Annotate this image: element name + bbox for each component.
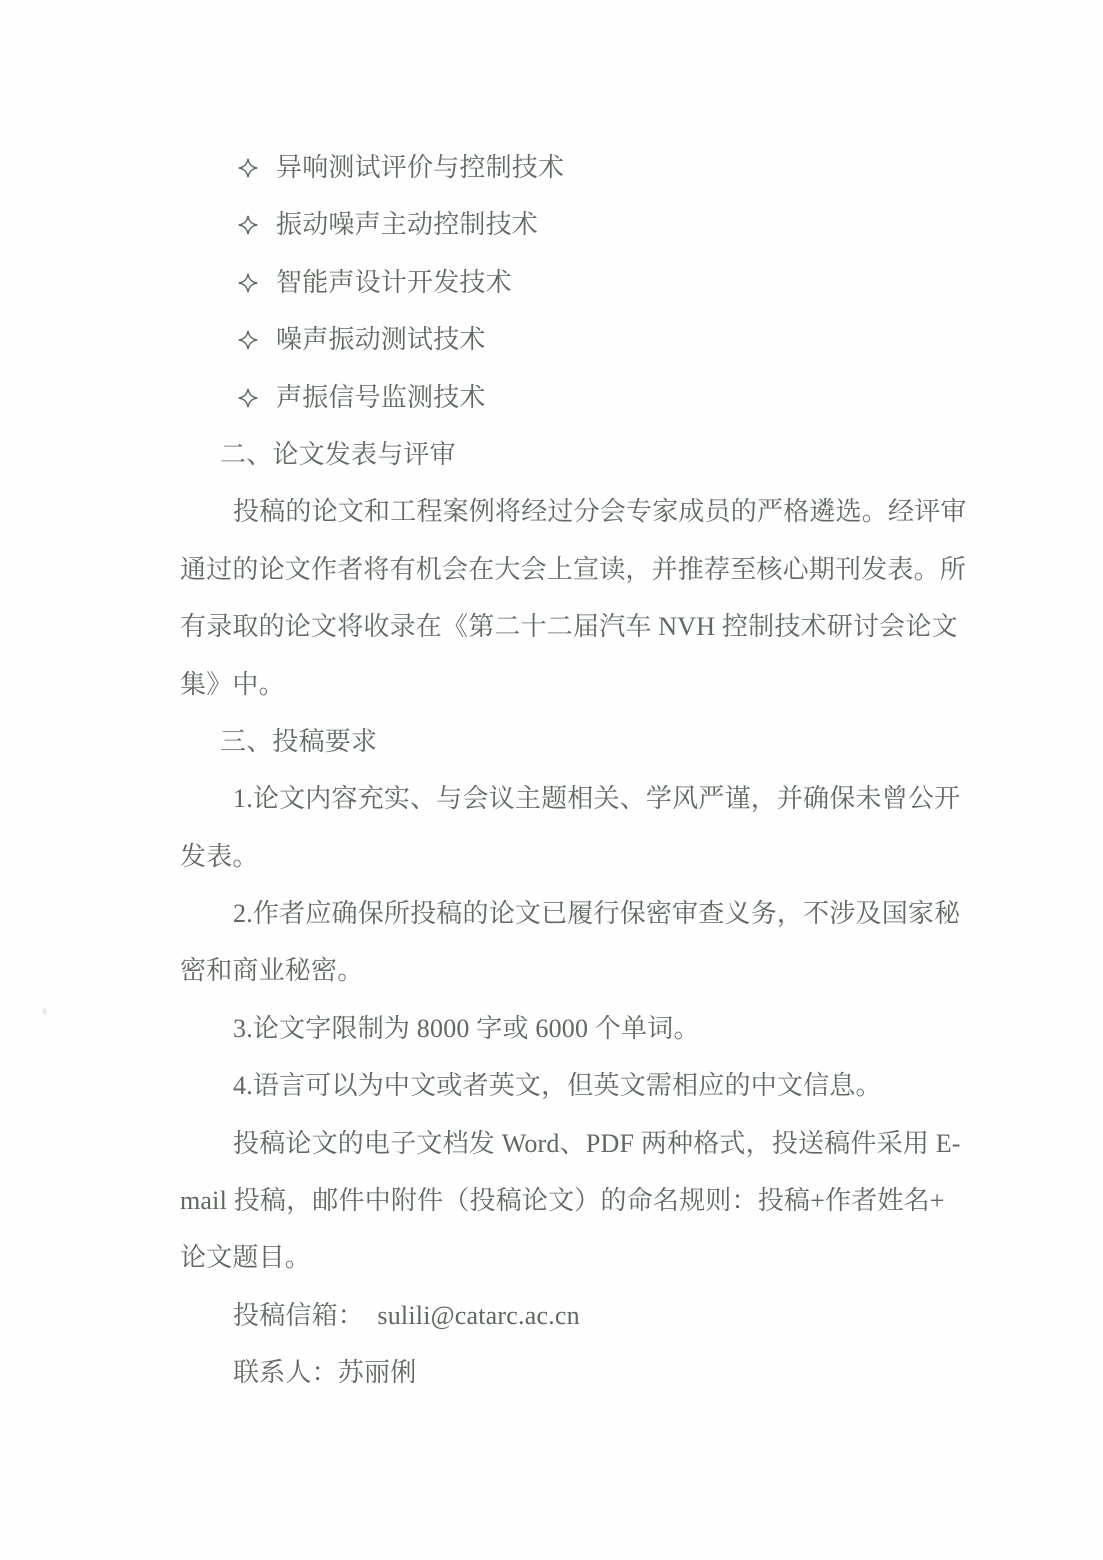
submission-email-line <box>180 1287 957 1344</box>
requirement-item-4 <box>180 1057 957 1114</box>
line-text: 投稿论文的电子文档发 Word、PDF 两种格式，投送稿件采用 E- <box>233 1128 961 1158</box>
requirement-item-1-continued <box>180 828 957 885</box>
line-text: 2.作者应确保所投稿的论文已履行保密审查义务，不涉及国家秘 <box>233 899 961 929</box>
line-text: 论文题目。 <box>180 1243 312 1273</box>
requirement-item-2-continued <box>180 942 957 999</box>
four-pointed-star-icon <box>237 272 259 294</box>
requirement-item-1 <box>180 770 961 827</box>
line-text: 1.论文内容充实、与会议主题相关、学风严谨，并确保未曾公开 <box>233 784 961 814</box>
four-pointed-star-icon <box>237 387 259 409</box>
paragraph-line <box>180 598 957 655</box>
line-text: 通过的论文作者将有机会在大会上宣读，并推荐至核心期刊发表。所 <box>180 554 967 584</box>
topic-item <box>180 196 957 253</box>
requirement-item-3 <box>180 1000 957 1057</box>
line-text: 4.语言可以为中文或者英文，但英文需相应的中文信息。 <box>233 1071 882 1101</box>
line-text: 二、论文发表与评审 <box>220 439 456 469</box>
section-heading-2 <box>180 426 957 483</box>
topic-item <box>180 311 957 368</box>
line-text: 3.论文字限制为 8000 字或 6000 个单词。 <box>233 1013 700 1043</box>
four-pointed-star-icon <box>237 214 259 236</box>
line-text: 密和商业秘密。 <box>180 956 364 986</box>
line-text: 集》中。 <box>180 669 285 699</box>
contact-person-line <box>180 1344 957 1401</box>
paragraph-line <box>180 656 957 713</box>
paragraph-line <box>180 541 967 598</box>
line-text: 发表。 <box>180 841 259 871</box>
line-text: 投稿信箱： sulili@catarc.ac.cn <box>233 1300 580 1330</box>
paragraph-line <box>180 1229 957 1286</box>
section-heading-3 <box>180 713 957 770</box>
four-pointed-star-icon <box>237 157 259 179</box>
line-text: 投稿的论文和工程案例将经过分会专家成员的严格遴选。经评审 <box>233 497 967 527</box>
scan-artifact <box>42 1008 47 1015</box>
topic-item <box>180 254 957 311</box>
line-text: 有录取的论文将收录在《第二十二届汽车 NVH 控制技术研讨会论文 <box>180 612 958 642</box>
topic-item <box>180 369 957 426</box>
paragraph-line <box>180 483 967 540</box>
paragraph-line <box>180 1115 961 1172</box>
line-text: 异响测试评价与控制技术 <box>276 153 565 182</box>
line-text: 联系人：苏丽俐 <box>233 1358 417 1388</box>
line-text: mail 投稿，邮件中附件（投稿论文）的命名规则：投稿+作者姓名+ <box>180 1186 945 1216</box>
line-text: 三、投稿要求 <box>220 726 378 756</box>
topic-item <box>180 139 957 196</box>
line-text: 噪声振动测试技术 <box>276 325 486 355</box>
line-text: 智能声设计开发技术 <box>276 267 512 297</box>
line-text: 振动噪声主动控制技术 <box>276 210 539 240</box>
requirement-item-2 <box>180 885 961 942</box>
line-text: 声振信号监测技术 <box>276 382 486 412</box>
four-pointed-star-icon <box>237 329 259 351</box>
paragraph-line <box>180 1172 957 1229</box>
